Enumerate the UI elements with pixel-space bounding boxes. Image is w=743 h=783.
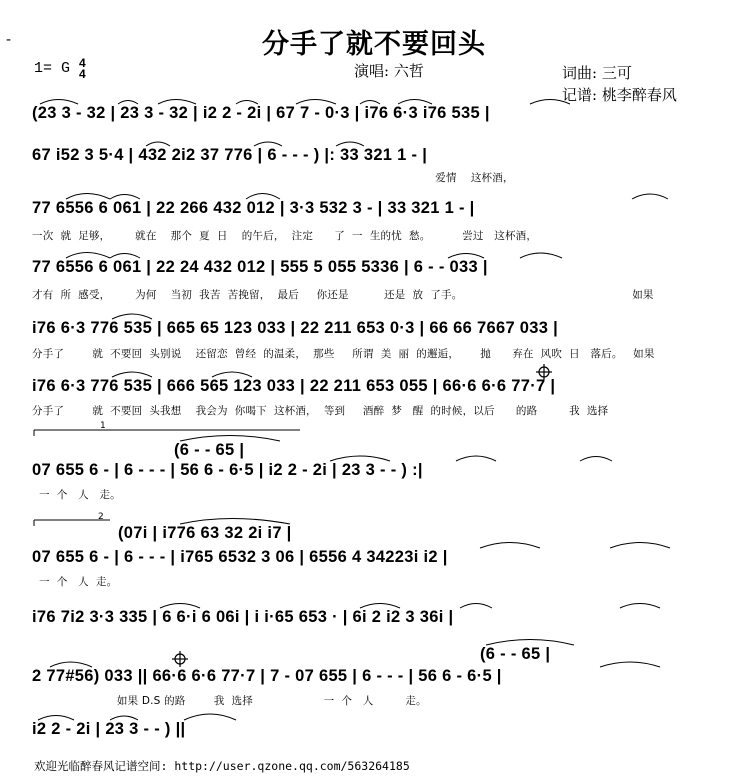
slur xyxy=(456,456,496,461)
upper-part-1: (6 - - 65 | xyxy=(174,441,245,459)
key-signature: 1= G xyxy=(34,60,71,77)
slur xyxy=(38,716,74,721)
slur xyxy=(118,101,138,105)
score-line-8-lyrics: 一 个 人 走。 xyxy=(32,576,118,588)
score-line-3-notes: 77 6556 6 061 | 22 266 432 012 | 3·3 532 3 - | 33 321 1 - | xyxy=(32,199,475,217)
header-dash: - xyxy=(6,30,12,48)
slur xyxy=(146,142,170,146)
triplet-bracket xyxy=(212,372,252,377)
song-title: 分手了就不要回头 xyxy=(262,29,486,60)
slur xyxy=(460,604,492,609)
slur xyxy=(336,142,364,146)
slur xyxy=(330,456,390,461)
slur xyxy=(632,194,668,199)
score-line-6-lyrics: 分手了 就 不要回 头我想 我会为 你喝下 这杯酒， 等到 酒醉 梦 醒 的时候，以后 的路 我 选择 xyxy=(32,405,609,417)
slur xyxy=(520,253,562,258)
singer: 演唱: 六哲 xyxy=(354,62,424,80)
slur xyxy=(480,543,540,549)
slur xyxy=(600,662,660,667)
score-line-8-notes: 07 655 6 - | 6 - - - | i765 6532 3 06 | 6556 4 34223i i2 | xyxy=(32,548,448,566)
slur xyxy=(530,100,570,105)
score-line-2-lyrics: 爱情 这杯酒， xyxy=(32,172,514,184)
slur xyxy=(110,716,138,720)
score-line-9-notes: i76 7i2 3·3 335 | 6 6·i 6 06i | i i·65 653 · | 6i 2 i2 3 36i | xyxy=(32,608,454,626)
score-line-5-lyrics: 分手了 就 不要回 头别说 还留恋 曾经 的温柔， 那些 所谓 美 丽 的邂逅， 抛 弃在 风吹 日 落后。 如果 xyxy=(32,348,655,360)
upper-part-3: (6 - - 65 | xyxy=(480,645,551,663)
slur xyxy=(160,604,200,609)
time-denominator: 4 xyxy=(79,67,86,81)
slur xyxy=(580,457,612,462)
triplet-bracket xyxy=(112,372,152,377)
score-line-4-lyrics: 才有 所 感受， 为何 当初 我苦 苦挽留， 最后 你还是 还是 放 了手。 如果 xyxy=(32,289,654,301)
slur xyxy=(610,543,670,549)
score-line-10-notes: 2 77#56) 033 || 66·6 6·6 77·7 | 7 - 07 655 | 6 - - - | 56 6 - 6·5 | xyxy=(32,667,502,685)
score-line-7-lyrics: 一 个 人 走。 xyxy=(32,489,121,501)
slur xyxy=(246,194,280,200)
slur xyxy=(40,100,78,105)
score-line-11-notes: i2 2 - 2i | 23 3 - - ) || xyxy=(32,720,186,738)
slur xyxy=(398,100,432,105)
score-line-1-notes: (23 3 - 32 | 23 3 - 32 | i2 2 - 2i | 67 7 - 0·3 | i76 6·3 i76 535 | xyxy=(32,104,490,122)
volta-2-label: 2 xyxy=(98,512,104,522)
slur xyxy=(448,254,484,259)
time-numerator: 4 xyxy=(79,56,86,70)
volta-1-label: 1 xyxy=(100,421,106,431)
slur xyxy=(360,604,400,609)
slur xyxy=(50,662,92,667)
slur xyxy=(236,101,258,105)
score-line-7-notes: 07 655 6 - | 6 - - - | 56 6 - 6·5 | i2 2 - 2i | 23 3 - - ) :| xyxy=(32,461,423,479)
score-line-3-lyrics: 一次 就 足够， 就在 那个 夏 日 的午后， 注定 了 一 生的忧 愁。 尝过 这杯酒， xyxy=(32,230,538,242)
transcriber: 记谱: 桃李醉春风 xyxy=(562,86,677,104)
composer: 词曲: 三可 xyxy=(562,64,632,82)
footer-credit: 欢迎光临醉春风记谱空间: http://user.qzone.qq.com/563264185 xyxy=(34,759,410,773)
slur xyxy=(184,714,236,720)
slur xyxy=(158,100,196,105)
score-line-10-lyrics: 如果 D.S 的路 我 选择 一 个 人 走。 xyxy=(32,695,427,707)
slur xyxy=(110,195,140,200)
slur xyxy=(180,436,280,442)
slur xyxy=(296,100,336,105)
upper-part-2: (07i | i776 63 32 2i i7 | xyxy=(118,524,292,542)
slur xyxy=(66,253,110,259)
score-line-6-notes: i76 6·3 776 535 | 666 565 123 033 | 22 211 653 055 | 66·6 6·6 77·7 | xyxy=(32,377,556,395)
score-line-2-notes: 67 i52 3 5·4 | 432 2i2 37 776 | 6 - - - ) |: 33 321 1 - | xyxy=(32,146,428,164)
slur xyxy=(486,640,574,646)
slur xyxy=(180,519,290,525)
slur xyxy=(254,142,282,146)
slur xyxy=(360,101,380,105)
score-line-4-notes: 77 6556 6 061 | 22 24 432 012 | 555 5 055 5336 | 6 - - 033 | xyxy=(32,258,488,276)
slur xyxy=(66,194,110,200)
slur xyxy=(620,604,660,609)
triplet-bracket xyxy=(112,314,152,319)
slur xyxy=(110,254,140,259)
score-line-5-notes: i76 6·3 776 535 | 665 65 123 033 | 22 211 653 0·3 | 66 66 7667 033 | xyxy=(32,319,559,337)
